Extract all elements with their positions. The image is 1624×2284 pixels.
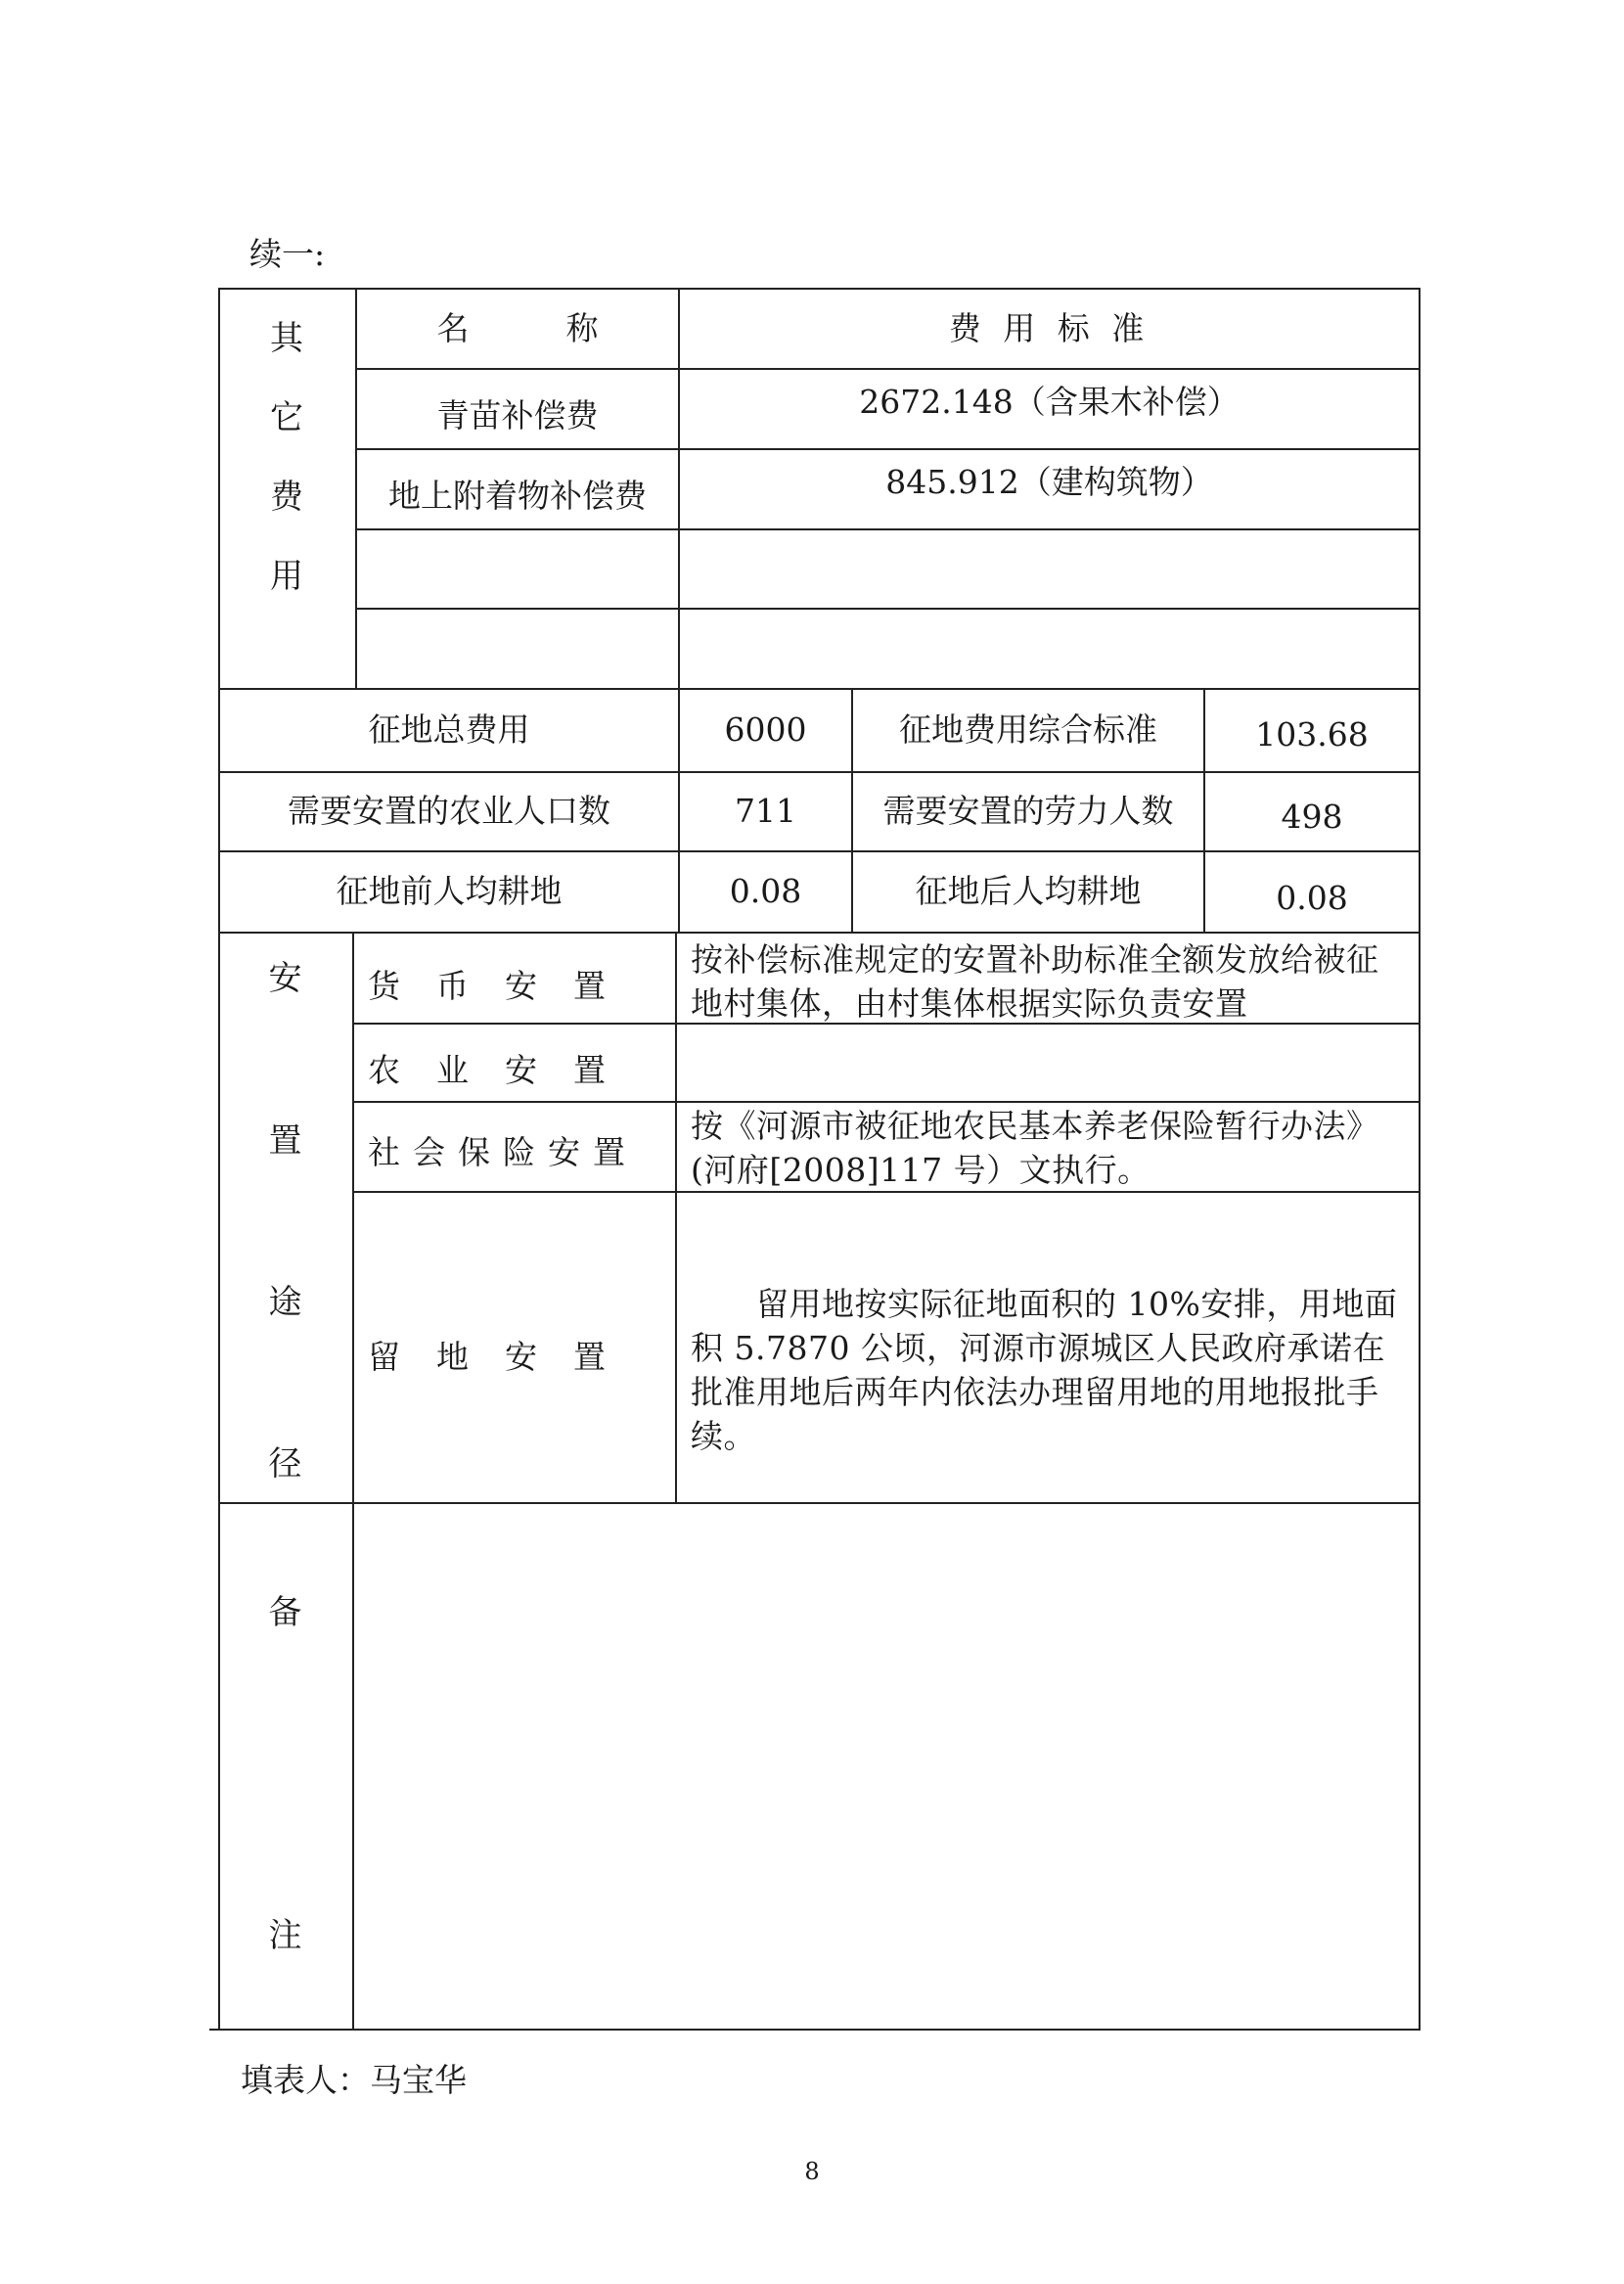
agriculture-resettlement-label: 农 业 安 置 [368,1051,608,1089]
agri-population-value: 711 [735,792,796,831]
group-label-char: 它 [270,398,303,437]
fee-standard-attachments: 845.912（建构筑物） [885,462,1213,501]
land-before-label: 征地前人均耕地 [336,872,563,911]
group-label-char: 用 [270,557,303,596]
group-label-char: 其 [270,319,303,358]
fee-standard-seedling: 2672.148（含果木补偿） [859,382,1240,421]
reserved-land-label: 留 地 安 置 [368,1338,608,1376]
fee-name-attachments: 地上附着物补偿费 [388,476,647,515]
social-insurance-text: 按《河源市被征地农民基本养老保险暂行办法》(河府[2008]117 号）文执行。 [691,1107,1379,1189]
land-before-value: 0.08 [729,872,802,911]
resettlement-char: 径 [268,1444,302,1484]
comprehensive-standard-value: 103.68 [1255,715,1369,754]
divider [352,1101,1421,1103]
reserved-land-text: 留用地按实际征地面积的 10%安排，用地面积 5.7870 公顷，河源市源城区人民政府承诺在批准用地后两年内依法办理留用地的用地报批手续。 [691,1285,1398,1455]
filled-by: 填表人：马宝华 [241,2061,467,2099]
labor-label: 需要安置的劳力人数 [882,792,1174,831]
other-fees-group-label [218,311,355,628]
total-fee-value: 6000 [724,710,807,750]
divider [355,528,1421,530]
divider [355,608,1421,610]
remarks-content [354,1504,1419,2029]
resettlement-char: 安 [268,959,302,998]
remarks-label-top: 备 [268,1593,302,1632]
page-number: 8 [804,2158,820,2185]
social-insurance-label: 社会保险安置 [368,1133,638,1171]
land-after-value: 0.08 [1276,879,1348,918]
comprehensive-standard-label: 征地费用综合标准 [899,710,1157,750]
resettlement-char: 途 [268,1283,302,1322]
agri-population-label: 需要安置的农业人口数 [288,792,610,831]
currency-resettlement-label: 货 币 安 置 [368,967,608,1005]
continuation-label: 续一: [249,235,326,273]
header-standard: 费 用 标 准 [948,308,1150,347]
divider [675,932,677,1503]
header-name: 名 称 [436,308,599,347]
land-after-label: 征地后人均耕地 [915,872,1142,911]
remarks-label-bottom: 注 [268,1916,302,1955]
total-fee-label: 征地总费用 [368,710,530,750]
table-border-right [1419,288,1421,2030]
fee-name-seedling: 青苗补偿费 [436,395,599,434]
resettlement-char: 置 [268,1121,302,1161]
table-border-bottom [209,2029,1421,2031]
group-label-char: 费 [270,478,303,517]
labor-value: 498 [1281,798,1343,837]
currency-resettlement-text: 按补偿标准规定的安置补助标准全额发放给被征地村集体，由村集体根据实际负责安置 [691,940,1379,1023]
